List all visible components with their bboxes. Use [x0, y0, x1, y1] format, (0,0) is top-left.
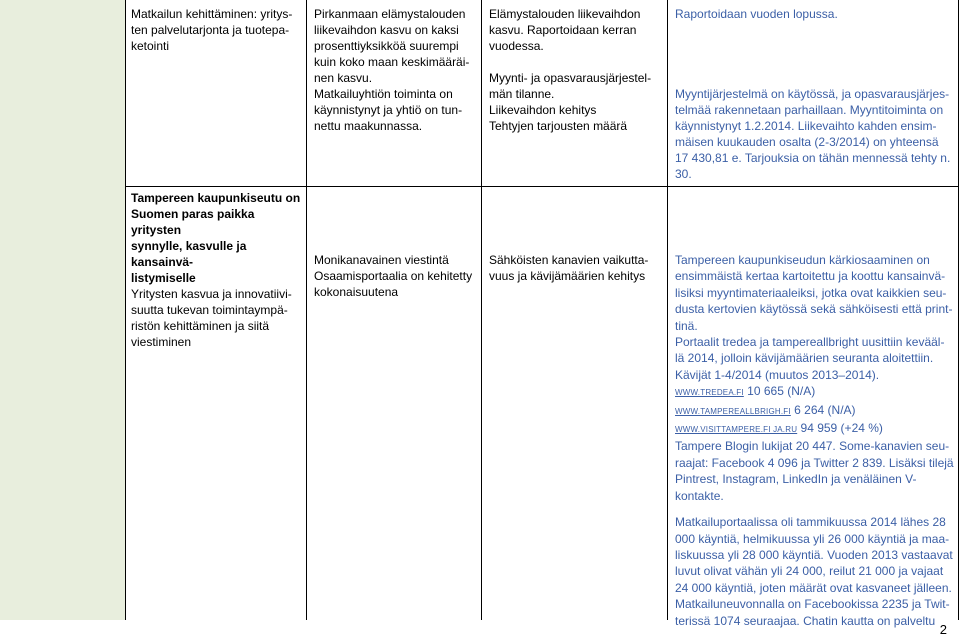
row1-status-cell: [675, 6, 957, 182]
row2-goal-line: ristön kehittäminen ja siitä: [131, 319, 270, 333]
row1-goal-line: Matkailun kehittäminen: yritys-: [131, 7, 293, 21]
row2-status-line: Tampere Blogin lukijat 20 447. Some-kanavien seu-: [675, 439, 950, 454]
row1-status-line: telmää rakennetaan parhaillaan. Myyntitoiminta on: [675, 103, 944, 117]
row2-status-line: Tampereen kaupunkiseudun kärkiosaaminen on: [675, 253, 930, 267]
row1-target-cell: [314, 6, 479, 134]
row2-status-line: Matkailuportaalissa oli tammikuussa 2014 lähes 28: [675, 515, 946, 530]
row1-status-line: käynnistynyt 1.2.2014. Liikevaihto kahden ensim-: [675, 119, 937, 133]
row1-target-line: kuin koko maan keskimääräi-: [314, 55, 470, 69]
row2-indicator-line: vuus ja kävijämäärien kehitys: [489, 269, 646, 283]
row2-status-line: ensimmäistä kertaa kartoitettu ja koottu kansainvä-: [675, 269, 946, 284]
row2-status-cell: [675, 252, 957, 629]
stat-value: 94 959 (+24 %): [797, 421, 883, 436]
row2-goal-heading-line: Suomen paras paikka yritysten: [131, 207, 255, 237]
row2-target-line: kokonaisuutena: [314, 285, 399, 299]
row2-status-line: Kävijät 1-4/2014 (muutos 2013–2014).: [675, 367, 880, 382]
row1-goal-cell: [131, 6, 303, 54]
row2-goal-heading-line: Tampereen kaupunkiseutu on: [131, 191, 301, 205]
row2-goal-line: Yritysten kasvua ja innovatiivi-: [131, 287, 292, 301]
row1-indicator-line: Liikevaihdon kehitys: [489, 103, 597, 117]
column-divider-3: [667, 0, 668, 620]
stat-row: [675, 402, 957, 420]
row2-status-line: 24 000 käyntiä, joten määrät ovat kasvaneet jälleen.: [675, 580, 952, 595]
row2-goal-heading-line: synnylle, kasvulle ja kansainvä-: [131, 239, 247, 269]
row2-status-line: Portaalit tredea ja tampereallbright uusittiin kevääl-: [675, 335, 945, 350]
row1-status-spacer: [675, 22, 957, 86]
row2-status-line: Pintrest, Instagram, LinkedIn ja venäläinen V-: [675, 472, 917, 487]
row1-status-line: 30.: [675, 167, 692, 181]
row1-indicator-line: kasvu. Raportoidaan kerran: [489, 23, 637, 37]
column-divider-1: [306, 0, 307, 620]
row2-indicator-line: Sähköisten kanavien vaikutta-: [489, 253, 649, 267]
row1-status-line: Raportoidaan vuoden lopussa.: [675, 7, 838, 21]
stat-row: [675, 383, 957, 401]
row1-target-line: nettu maakunnassa.: [314, 119, 423, 133]
stat-link[interactable]: WWW.TAMPEREALLBRIGH.FI: [675, 406, 791, 416]
row1-indicator-line: Tehtyjen tarjousten määrä: [489, 119, 628, 133]
stat-row: [675, 420, 957, 438]
row2-status-line: tinä.: [675, 318, 698, 333]
row1-goal-line: ketointi: [131, 39, 170, 53]
row2-status-line: Matkailuneuvonnalla on Facebookissa 2235 ja Twit-: [675, 597, 950, 612]
row1-status-line: Myyntijärjestelmä on käytössä, ja opasvarausjärjes-: [675, 87, 950, 101]
stat-value: 10 665 (N/A): [743, 384, 816, 399]
page-number: 2: [939, 622, 947, 637]
row1-target-line: Pirkanmaan elämystalouden: [314, 7, 466, 21]
row2-status-line: liskuussa yli 28 000 käyntiä. Vuoden 2013 vastaavat: [675, 547, 953, 562]
row1-indicator-line: Elämystalouden liikevaihdon: [489, 7, 641, 21]
left-margin-stripe: [0, 0, 125, 620]
row1-target-line: nen kasvu.: [314, 71, 373, 85]
row1-indicator-cell: [489, 6, 665, 134]
row2-target-line: Monikanavainen viestintä: [314, 253, 449, 267]
row1-indicator-line: Myynti- ja opasvarausjärjestel-: [489, 71, 652, 85]
row2-status-line: dusta kertovien käytössä sekä sähköisesti että print-: [675, 302, 953, 317]
row1-target-line: käynnistynyt ja yhtiö on tun-: [314, 103, 463, 117]
row1-status-line: mäisen kuukauden osalta (2-3/2014) on yhteensä: [675, 135, 939, 149]
row2-goal-line: suutta tukevan toimintaympä-: [131, 303, 288, 317]
row2-indicator-cell: [489, 252, 665, 284]
row1-indicator-line: vuodessa.: [489, 39, 544, 53]
row1-target-line: liikevaihdon kasvu on kaksi: [314, 23, 459, 37]
stat-value: 6 264 (N/A): [790, 402, 856, 417]
stat-link[interactable]: WWW.TREDEA.FI: [675, 388, 744, 398]
row2-status-line: 000 käyntiä, helmikuussa yli 26 000 käyntiä ja maa-: [675, 531, 950, 546]
row1-target-line: Matkailuyhtiön toiminta on: [314, 87, 453, 101]
row-divider: [125, 186, 959, 187]
row1-status-line: 17 430,81 e. Tarjouksia on tähän mennessä tehty n.: [675, 151, 951, 165]
row2-status-line: lisiksi myyntimateriaaleiksi, jotka ovat kaikkien seu-: [675, 285, 947, 300]
row2-status-line: luvut olivat vähän yli 24 000, reilut 21 000 ja vajaat: [675, 564, 944, 579]
stat-link[interactable]: WWW.VISITTAMPERE.FI JA.RU: [675, 425, 798, 435]
row2-goal-cell: [131, 190, 303, 350]
paragraph-gap: [675, 504, 957, 514]
row2-goal-heading-line: listymiselle: [131, 271, 196, 285]
row2-status-line: kontakte.: [675, 488, 724, 503]
row2-target-line: Osaamisportaalia on kehitetty: [314, 269, 473, 283]
table-border-left: [125, 0, 126, 620]
row1-indicator-line: män tilanne.: [489, 87, 555, 101]
row2-status-line: raajat: Facebook 4 096 ja Twitter 2 839. Lisäksi tilejä: [675, 455, 954, 470]
row1-goal-line: ten palvelutarjonta ja tuotepa-: [131, 23, 290, 37]
row1-target-line: prosenttiyksikköä suurempi: [314, 39, 459, 53]
row2-status-line: lä 2014, jolloin kävijämäärien seuranta aloitettiin.: [675, 351, 934, 366]
row2-status-line: terissä 1074 seuraajaa. Chatin kautta on palveltu: [675, 613, 936, 628]
row2-goal-line: viestiminen: [131, 335, 192, 349]
row1-indicator-spacer: [489, 54, 665, 70]
column-divider-2: [481, 0, 482, 620]
row2-target-cell: [314, 252, 479, 300]
